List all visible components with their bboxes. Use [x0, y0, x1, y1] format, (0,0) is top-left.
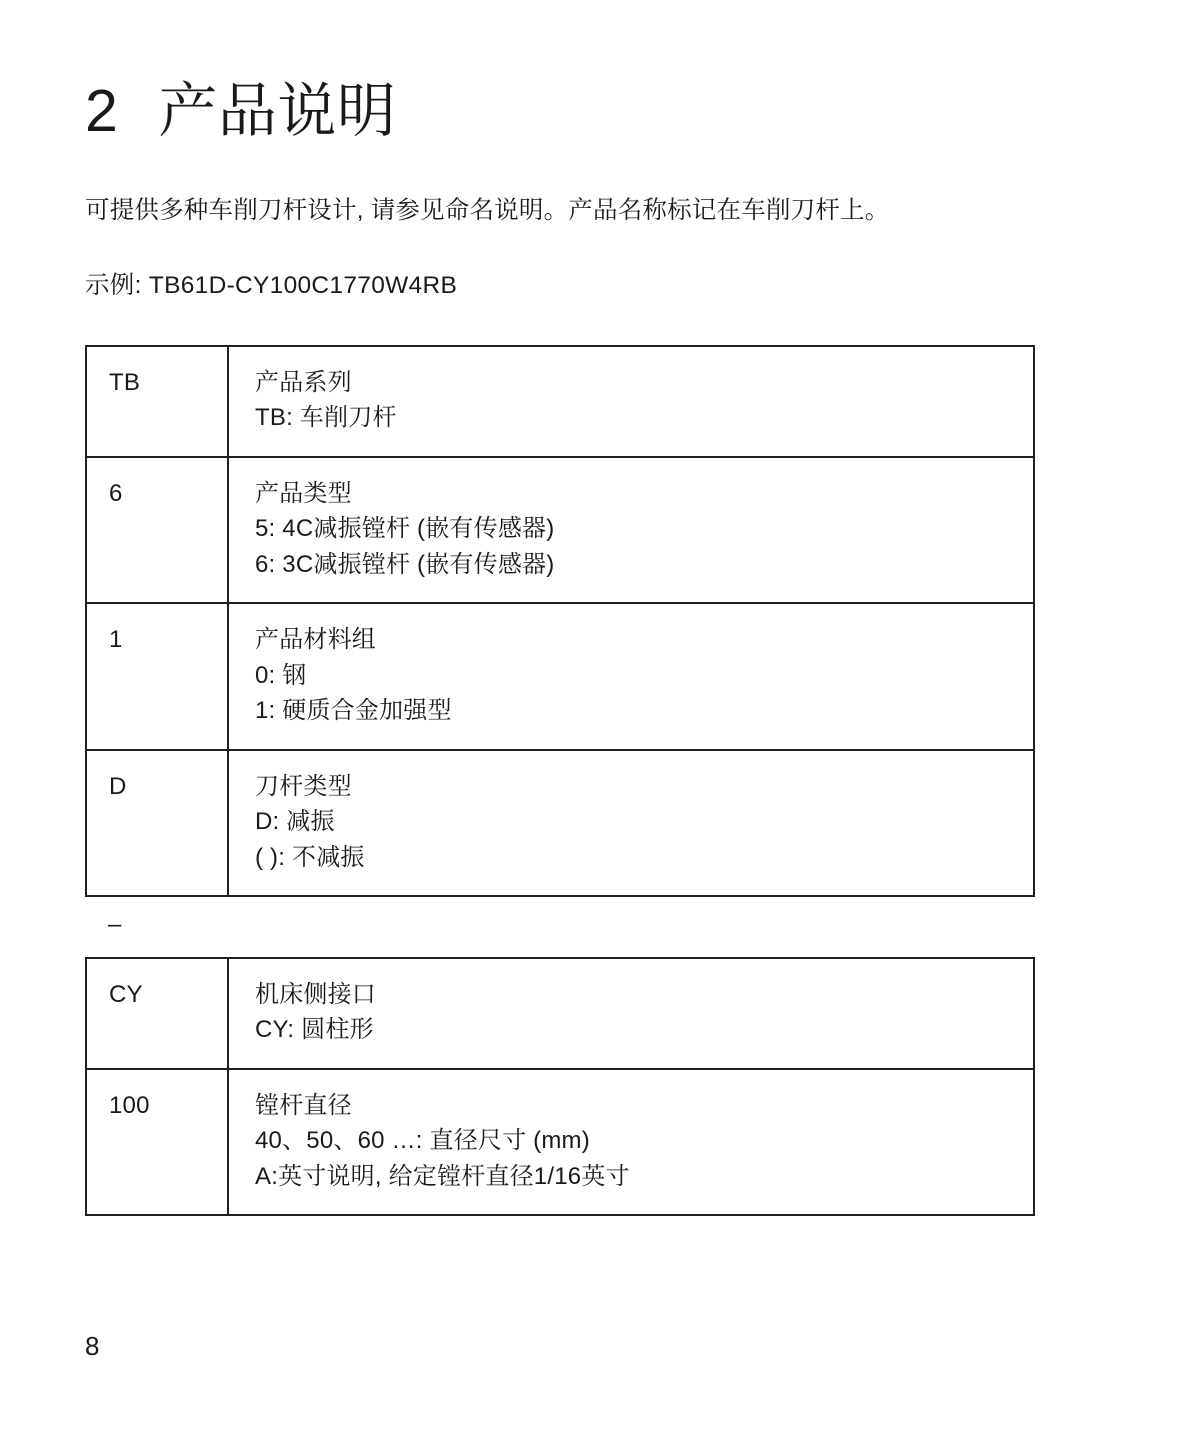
- page-title: [85, 78, 1115, 146]
- description-line: 镗杆直径: [255, 1091, 352, 1119]
- description-line: 6: 3C减振镗杆 (嵌有传感器): [255, 550, 555, 578]
- naming-code-table-body: [86, 346, 1034, 1216]
- table-cell-description: [228, 1069, 1034, 1216]
- table-cell-code: –: [86, 896, 228, 958]
- description-line: 产品类型: [255, 479, 352, 507]
- description-line: 1: 硬质合金加强型: [255, 697, 452, 725]
- description-line: 产品系列: [255, 368, 352, 396]
- table-cell-description: [228, 603, 1034, 750]
- table-cell-code: 1: [86, 603, 228, 750]
- table-row: [86, 896, 1034, 958]
- table-cell-code: TB: [86, 346, 228, 457]
- example-line: 示例: TB61D-CY100C1770W4RB: [85, 271, 458, 299]
- table-cell-description: [228, 346, 1034, 457]
- description-line: D: 减振: [255, 808, 335, 836]
- table-cell-code: D: [86, 750, 228, 897]
- description-line: 刀杆类型: [255, 772, 352, 800]
- table-cell-description: [228, 457, 1034, 604]
- table-row: [86, 603, 1034, 750]
- description-line: 产品材料组: [255, 626, 376, 654]
- description-line: 5: 4C减振镗杆 (嵌有传感器): [255, 515, 555, 543]
- table-row: [86, 346, 1034, 457]
- table-cell-description: [228, 750, 1034, 897]
- description-line: 40、50、60 …: 直径尺寸 (mm): [255, 1127, 590, 1155]
- table-cell-code: 100: [86, 1069, 228, 1216]
- table-row: [86, 1069, 1034, 1216]
- description-line: ( ): 不减振: [255, 843, 365, 871]
- chapter-number: 2: [85, 78, 119, 144]
- description-line: 机床侧接口: [255, 980, 376, 1008]
- chapter-title: 产品说明: [158, 78, 397, 144]
- table-row: [86, 457, 1034, 604]
- table-row: [86, 750, 1034, 897]
- table-row: [86, 958, 1034, 1069]
- description-line: A:英寸说明, 给定镗杆直径1/16英寸: [255, 1162, 630, 1190]
- description-line: 0: 钢: [255, 661, 307, 689]
- intro-paragraph: 可提供多种车削刀杆设计, 请参见命名说明。产品名称标记在车削刀杆上。: [85, 196, 890, 224]
- naming-code-table: [85, 345, 1035, 1217]
- table-cell-code: 6: [86, 457, 228, 604]
- table-cell-description: [228, 896, 1034, 958]
- table-cell-description: [228, 958, 1034, 1069]
- description-line: TB: 车削刀杆: [255, 404, 397, 432]
- description-line: CY: 圆柱形: [255, 1016, 374, 1044]
- table-cell-code: CY: [86, 958, 228, 1069]
- page-number: 8: [85, 1331, 100, 1361]
